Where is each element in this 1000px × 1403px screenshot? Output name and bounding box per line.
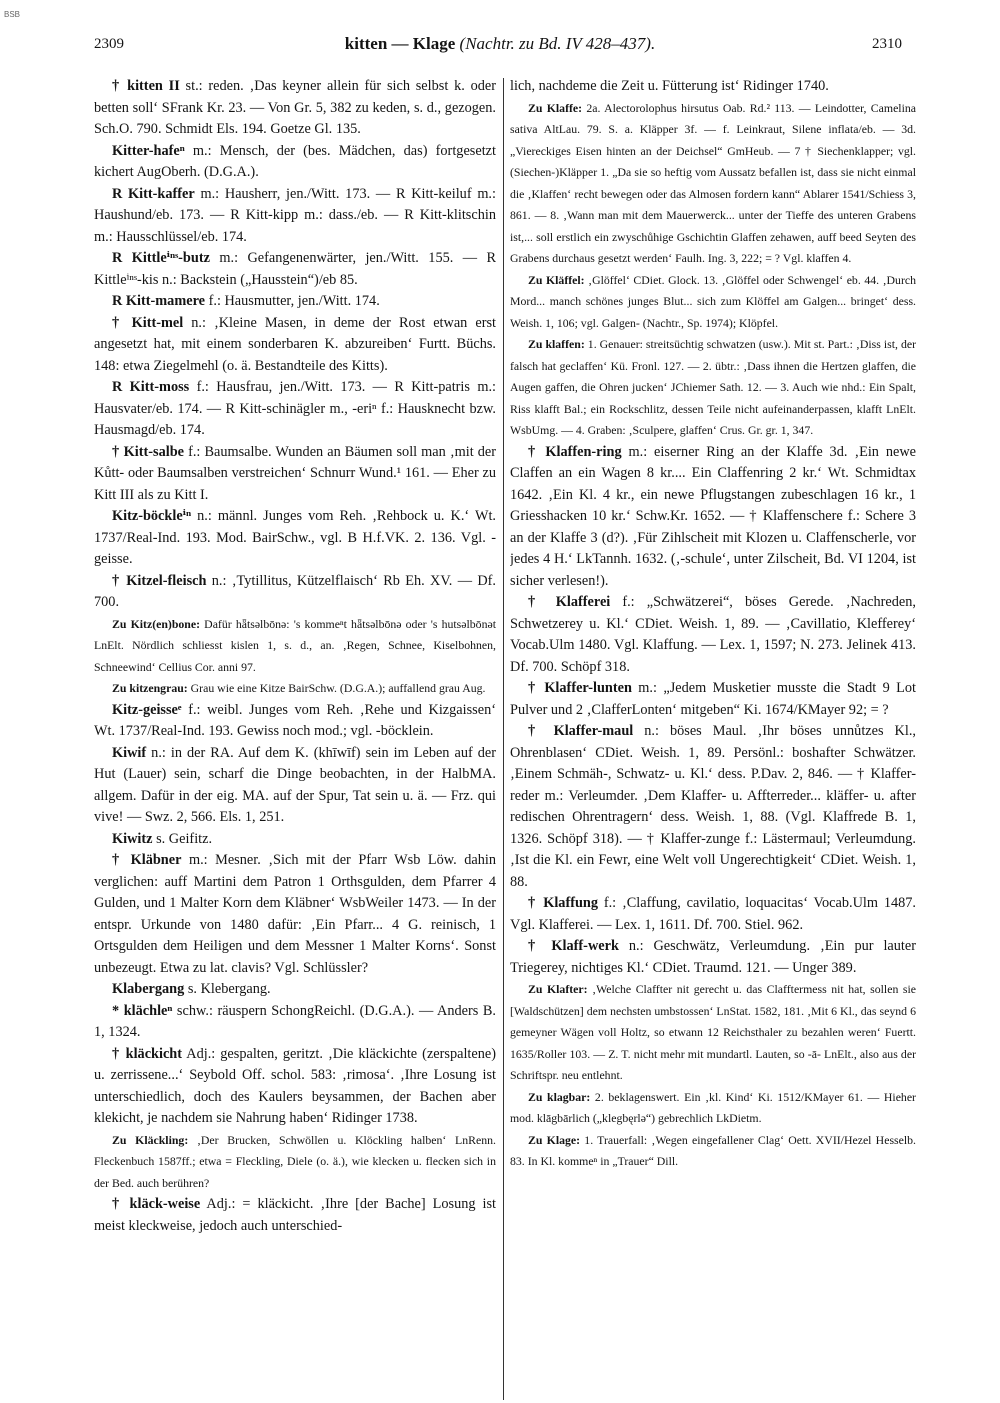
entry-text: f.: Hausmutter, jen./Witt. 174. (205, 293, 380, 309)
entry-text: f.: Baumsalbe. Wunden an Bäumen soll man ‚mit der Kůtt- oder Baumsalben verstreichen‘ Schnurr Wund.¹ 161. — Eher zu Kitt III als zu Kitt I. (94, 443, 496, 503)
entry-text: m.: Hausherr, jen./Witt. 173. — R Kitt-keiluf m.: Haushund/eb. 173. — R Kitt-kipp m.: dass./eb. — R Kitt-klitschin m.: Hausschlüssel/eb. 174. (94, 185, 496, 245)
entry-headword: † Klaffen-ring (528, 443, 622, 460)
entry-headword: † Kitt-salbe (112, 443, 185, 460)
entry-headword: Zu Klage: (528, 1132, 581, 1147)
column-divider (503, 78, 504, 1400)
entry-text: Adj.: = kläckicht. ‚Ihre [der Bache] Losung ist meist kleckweise, jedoch auch unterschied- (94, 1196, 496, 1234)
entry-text: m.: eiserner Ring an der Klaffe 3d. ‚Ein newe Claffen an ein Wagen 8 kr.... Ein Claffenring 2 kr.‘ Wt. Schmidtax 1642. ‚Ein Kl. 4 kr., ein newe Pflugstangen zubeschlagen 16 kr., 1 Griesshacken 10 kr.‘ Schw.Kr. 1652. — † Klaffenschere f.: Schere 3 an der Klaffe 3 (d?). ‚Für Zihlscheit mit Klozen u. Claffenscherle, vor jedes 4 H.‘ LkTannh. 1632. (‚-schule‘, unter Zilscheit, Bd. VI 1204, ist sicher verlesen!). (510, 443, 916, 589)
entry-headword: † kitten II (112, 78, 180, 94)
dictionary-entry (94, 442, 496, 507)
entry-text: Dafür hǟtsəlbōnə: 's kommeⁿt hǟtsəlbōnə oder 's hutsəlbōnət LnElt. Nördlich schliesst kislen 1, s. d., an. ‚Regen, Schnee, Kiselbohnen, Schneewind‘ Cellius Cor. anni 97. (94, 616, 496, 674)
entry-headword: Kiwif (112, 744, 147, 761)
entry-text: st.: reden. ‚Das keyner allein für sich selbst k. oder betten soll‘ SFrank Kr. 23. — Von Gr. 5, 382 zu keden, s. d., gezogen. Sch.O. 790. Schmidt Els. 194. Goetze Gl. 135. (94, 78, 496, 137)
dictionary-entry (94, 1001, 496, 1044)
entry-headword: Zu Klaffe: (528, 100, 583, 115)
dictionary-entry (94, 141, 496, 184)
entry-text: Grau wie eine Kitze BairSchw. (D.G.A.); auffallend grau Aug. (187, 681, 486, 695)
entry-text: m.: „Jedem Musketier musste die Stadt 9 Lot Pulver und 2 ‚ClafferLonten‘ mitgeben“ Ki. 1674/KMayer 92; = ? (510, 680, 916, 718)
entry-text: n.: ‚Tytillitus, Kützelflaisch‘ Rb Eh. XV. — Df. 700. (94, 572, 496, 610)
dictionary-entry (510, 893, 916, 936)
entry-headword: Klabergang (112, 981, 185, 997)
dictionary-entry (510, 721, 916, 893)
right-column (510, 76, 916, 1402)
library-stamp: BSB (4, 10, 21, 19)
dictionary-entry (94, 678, 496, 700)
entry-text: f.: ‚Claffung, cavilatio, loquacitas‘ Vocab.Ulm 1487. Vgl. Klafferei. — Lex. 1, 1611. Df. 700. Stiel. 962. (510, 895, 916, 933)
dictionary-entry (94, 506, 496, 571)
entry-headword: † Kitzel-fleisch (112, 572, 207, 589)
entry-text: f.: Hausfrau, jen./Witt. 173. — R Kitt-patris m.: Hausvater/eb. 174. — R Kitt-schinägler m., -eriⁿ f.: Hausknecht bzw. Hausmagd/eb. 174. (94, 379, 496, 438)
entry-text: m.: Mesner. ‚Sich mit der Pfarr Wsb Löw. dahin verglichen: auff Martini dem Patron 1 Orthsgulden, dem Pfarrer 4 Gulden, und 1 Malter Korn dem Kläbner‘ WsbWeiler 1473. — In der entspr. Urkunde von 1480 dafür: ‚Ein Pfarr... 4 G. reinisch, 1 Ortsgulden dem Heiligen und dem Messner 1 Malter Korns‘. Sonst unbezeugt. Etwa zu lat. clavis? Vgl. Schlüssler? (94, 852, 496, 976)
entry-headword: † Kitt-mel (112, 314, 184, 331)
dictionary-entry (94, 1194, 496, 1237)
dictionary-entry (94, 1130, 496, 1195)
entry-headword: Kiwitz (112, 830, 153, 847)
dictionary-entry (94, 571, 496, 614)
entry-headword: Zu Kitz(en)bone: (112, 616, 201, 631)
running-head-words: kitten — Klage (344, 34, 456, 53)
entry-text: Adj.: gespalten, geritzt. ‚Die kläckichte (zerspaltene) u. zerrissene...‘ Seybold Off. schol. 583: ‚rimosa‘. ‚Ihre Losung ist unterschiedlich, doch des Kaulers beysammen, der Bachen aber klekicht, je nachdem sie Nahrung haben‘ Ridinger 1738. (94, 1045, 496, 1126)
dictionary-entry (94, 248, 496, 291)
dictionary-entry (94, 743, 496, 829)
running-head (0, 34, 1000, 54)
entry-headword: Zu klagbar: (528, 1089, 591, 1104)
entry-headword: R Kittleⁱⁿˢ-butz (112, 250, 210, 266)
entry-text: lich, nachdeme die Zeit u. Fütterung ist‘ Ridinger 1740. (510, 78, 829, 94)
entry-text: ‚Welche Claffter nit gerecht u. das Clafftermess nit hat, sollen sie [Waldschützen] dem nechsten umbstossen‘ LnStat. 1582, 181. ‚Mit 6 Kl., das seynd 6 gemeyner Wägen voll Holtz, so etwann 12 Reichsthaler zu bezahlen weren‘ Fuertt. 1635/Roller 103. — Z. T. nicht mehr mit mundartl. Lauten, so -ā- LnElt., also aus der Schriftspr. neu entlehnt. (510, 982, 916, 1082)
dictionary-entry (510, 442, 916, 593)
entry-headword: † kläckicht (112, 1045, 183, 1062)
entry-headword: † Klaffung (528, 895, 599, 911)
entry-text: m.: Gefangenenwärter, jen./Witt. 155. — R Kittleⁱⁿˢ-kis n.: Backstein („Hausstein“)/eb 85. (94, 250, 496, 288)
dictionary-entry (94, 377, 496, 442)
entry-headword: Kitz-geisseᵉ (112, 701, 182, 718)
dictionary-entry (94, 76, 496, 141)
dictionary-entry (510, 98, 916, 270)
dictionary-entry (94, 829, 496, 851)
entry-headword: † Klafferei (528, 594, 611, 610)
entry-text: ‚Der Brucken, Schwöllen u. Klöckling halben‘ LnRenn. Fleckenbuch 1587ff.; etwa = Fleckling, Diele (o. ä.), wie klecken u. flecken sich in der Bed. auch berühren? (94, 1132, 496, 1190)
entry-headword: R Kitt-mamere (112, 293, 206, 309)
entry-headword: Zu Kläffel: (528, 272, 585, 287)
entry-headword: Zu Kläckling: (112, 1132, 189, 1147)
entry-text: n.: männl. Junges vom Reh. ‚Rehbock u. K.‘ Wt. 1737/Real-Ind. 193. Mod. BairSchw., vgl. B H.f.VK. 2. 136. Vgl. -geisse. (94, 508, 496, 567)
entry-headword: * klächleⁿ (112, 1002, 173, 1019)
entry-headword: † Klaffer-lunten (528, 680, 632, 696)
dictionary-entry (510, 678, 916, 721)
dictionary-entry (510, 1087, 916, 1130)
dictionary-entry (510, 334, 916, 442)
entry-headword: Zu Klafter: (528, 982, 588, 996)
dictionary-entry (510, 270, 916, 335)
entry-headword: Kitz-böckleⁱⁿ (112, 508, 192, 524)
dictionary-entry (510, 592, 916, 678)
entry-text: m.: Mensch, der (bes. Mädchen, das) fortgesetzt kichert AugOberh. (D.G.A.). (94, 142, 496, 180)
entry-headword: † Klaffer-maul (528, 723, 634, 739)
running-head-note: (Nachtr. zu Bd. IV 428–437). (455, 34, 656, 53)
entry-headword: R Kitt-kaffer (112, 185, 195, 202)
dictionary-entry (94, 614, 496, 679)
entry-text: n.: böses Maul. ‚Ihr böses unnůtzes Kl., Ohrenblasen‘ CDiet. Weish. 1, 89. Persönl.: boshafter Schwätzer. ‚Einem Schmäh-, Schwatz- u. Kl.‘ dess. P.Dav. 2, 846. — † Klaffer-reder m.: Verleumder. ‚Dem Klaffer- u. Affterreder... kläffer- u. after redischen Ohrentragern‘ dess. Weish. 1, 88. (Vgl. Klaffrede B. 1, 1326. Schöpf 318). — † Klaffer-zunge f.: Lästermaul; Verleumdung. ‚Ist die Kl. ein Fewr, eine Welt voll Ungerechtigkeit‘ CDiet. Weish. 1, 88. (510, 723, 916, 890)
entry-text: n.: in der RA. Auf dem K. (khīwīf) sein im Leben auf der Hut (Lauer) sein, scharf die Dinge beobachten, in der HalbMA. allgem. Dafür in der eig. MA. auf der Spur, Tat sein u. ä. — Frz. qui vive! — Swz. 2, 566. Els. 1, 251. (94, 744, 496, 825)
dictionary-entry (94, 850, 496, 979)
entry-text: s. Geifitz. (152, 830, 213, 847)
entry-text: schw.: räuspern SchongReichl. (D.G.A.). — Anders B. 1, 1324. (94, 1002, 496, 1040)
page-number-right: 2310 (872, 36, 902, 52)
entry-text: 1. Genauer: streitsüchtig schwatzen (usw.). Mit st. Part.: ‚Diss ist, der falsch hat geclaffen‘ Kü. Fronl. 127. — 2. übtr.: ‚Dass ihnen die Hertzen glaffen, die Augen gaffen, die Ohren jucken‘ JChiemer Sath. 12. — 3. Auch wie nhd.: Ein Spalt, Riss klafft Bal.; ein Rockschlitz, dessen Teile nicht aufeinanderpassen, klafft LnElt. WsbUmg. — 4. Graben: ‚Sculpere, glaffen‘ Crus. Gr. gr. 1, 347. (510, 337, 916, 437)
entry-text: 2a. Alectorolophus hirsutus Oab. Rd.² 113. — Leindotter, Camelina sativa AltLau. 79. S. a. Kläpper 3f. — f. Leinkraut, Silene inflata/eb. — 3d. „Viereckiges Eisen hinten an der Deichsel“ GmHeub. — 7 † Siechenklapper; vgl. (Siechen-)Kläpper 1. „Da sie so heftig vom Aussatz befallen ist, dass sie nicht einmal die ‚Klaffen‘ recht bewegen oder das Almosen fordern kann“ Ablarer 1541/Schiess 3, 861. — 8. ‚Wann man mit dem Mauerwerck... unter der Tieffe des unteren Grabens ist,... soll erstlich ein zwyschůhige Gschichtin Glaffen zehawen, auff beed Seyten des Grabens durchaus gesetzt werden‘ Faulh. Ing. 3, 222; = ? Vgl. klaffen 4. (510, 100, 916, 265)
dictionary-entry (94, 979, 496, 1001)
entry-headword: † Klaff-werk (528, 938, 619, 954)
left-column (94, 76, 496, 1402)
entry-text: ‚Glöffel‘ CDiet. Glock. 13. ‚Glöffel oder Schwengel‘ eb. 44. ‚Durch Mord... manch schönes junges Blut... sich zum Klöffel am Galgen... bringet‘ dess. Weish. 1, 106; vgl. Galgen- (Nachtr., Sp. 1974); Klöpfel. (510, 272, 916, 330)
entry-text: n.: Geschwätz, Verleumdung. ‚Ein pur lauter Triegerey, nichtiges Kl.‘ CDiet. Traumd. 121. — Unger 389. (510, 938, 916, 976)
entry-text: n.: ‚Kleine Masen, in deme der Rost etwan erst angesetzt hat, mit einem sonderbaren K. abzureiben‘ Furtt. Büchs. 148: etwa Ziegelmehl (o. ä. Bestandteile des Kitts). (94, 314, 496, 374)
dictionary-entry (94, 313, 496, 378)
dictionary-entry (510, 936, 916, 979)
entry-headword: † Kläbner (112, 852, 182, 868)
entry-text: f.: weibl. Junges vom Reh. ‚Rehe und Kizgaissen‘ Wt. 1737/Real-Ind. 193. Gewiss noch mod.; vgl. -böcklein. (94, 701, 496, 739)
entry-headword: † kläck-weise (112, 1196, 201, 1212)
entry-text: 2. beklagenswert. Ein ‚kl. Kind‘ Ki. 1512/KMayer 61. — Hieher mod. klāgbārlich („klegbęrlə“) gebrechlich LkDietm. (510, 1089, 916, 1125)
dictionary-entry (510, 76, 916, 98)
dictionary-entry (510, 1130, 916, 1173)
entry-headword: R Kitt-moss (112, 379, 190, 395)
dictionary-entry (94, 291, 496, 313)
entry-headword: Kitter-hafeⁿ (112, 142, 185, 159)
entry-text: f.: „Schwätzerei“, böses Gerede. ‚Nachreden, Schwetzerey u. Kl.‘ CDiet. Weish. 1, 89. — ‚Cavillatio, Klefferey‘ Vocab.Ulm 1480. Vgl. Klaffung. — Lex. 1, 1597; N. 273. Jelinek 413. Df. 700. Schöpf 318. (510, 594, 916, 675)
dictionary-entry (94, 700, 496, 743)
entry-text: s. Klebergang. (184, 981, 271, 997)
entry-headword: Zu kitzengrau: (112, 681, 188, 695)
entry-text: 1. Trauerfall: ‚Wegen eingefallener Clag‘ Oett. XVII/Hezel Hesselb. 83. In Kl. kommeⁿ in „Trauer“ Dill. (510, 1132, 916, 1168)
page-number-left: 2309 (94, 36, 124, 52)
dictionary-entry (94, 1044, 496, 1130)
dictionary-entry (510, 979, 916, 1087)
entry-headword: Zu klaffen: (528, 337, 585, 351)
dictionary-entry (94, 184, 496, 249)
